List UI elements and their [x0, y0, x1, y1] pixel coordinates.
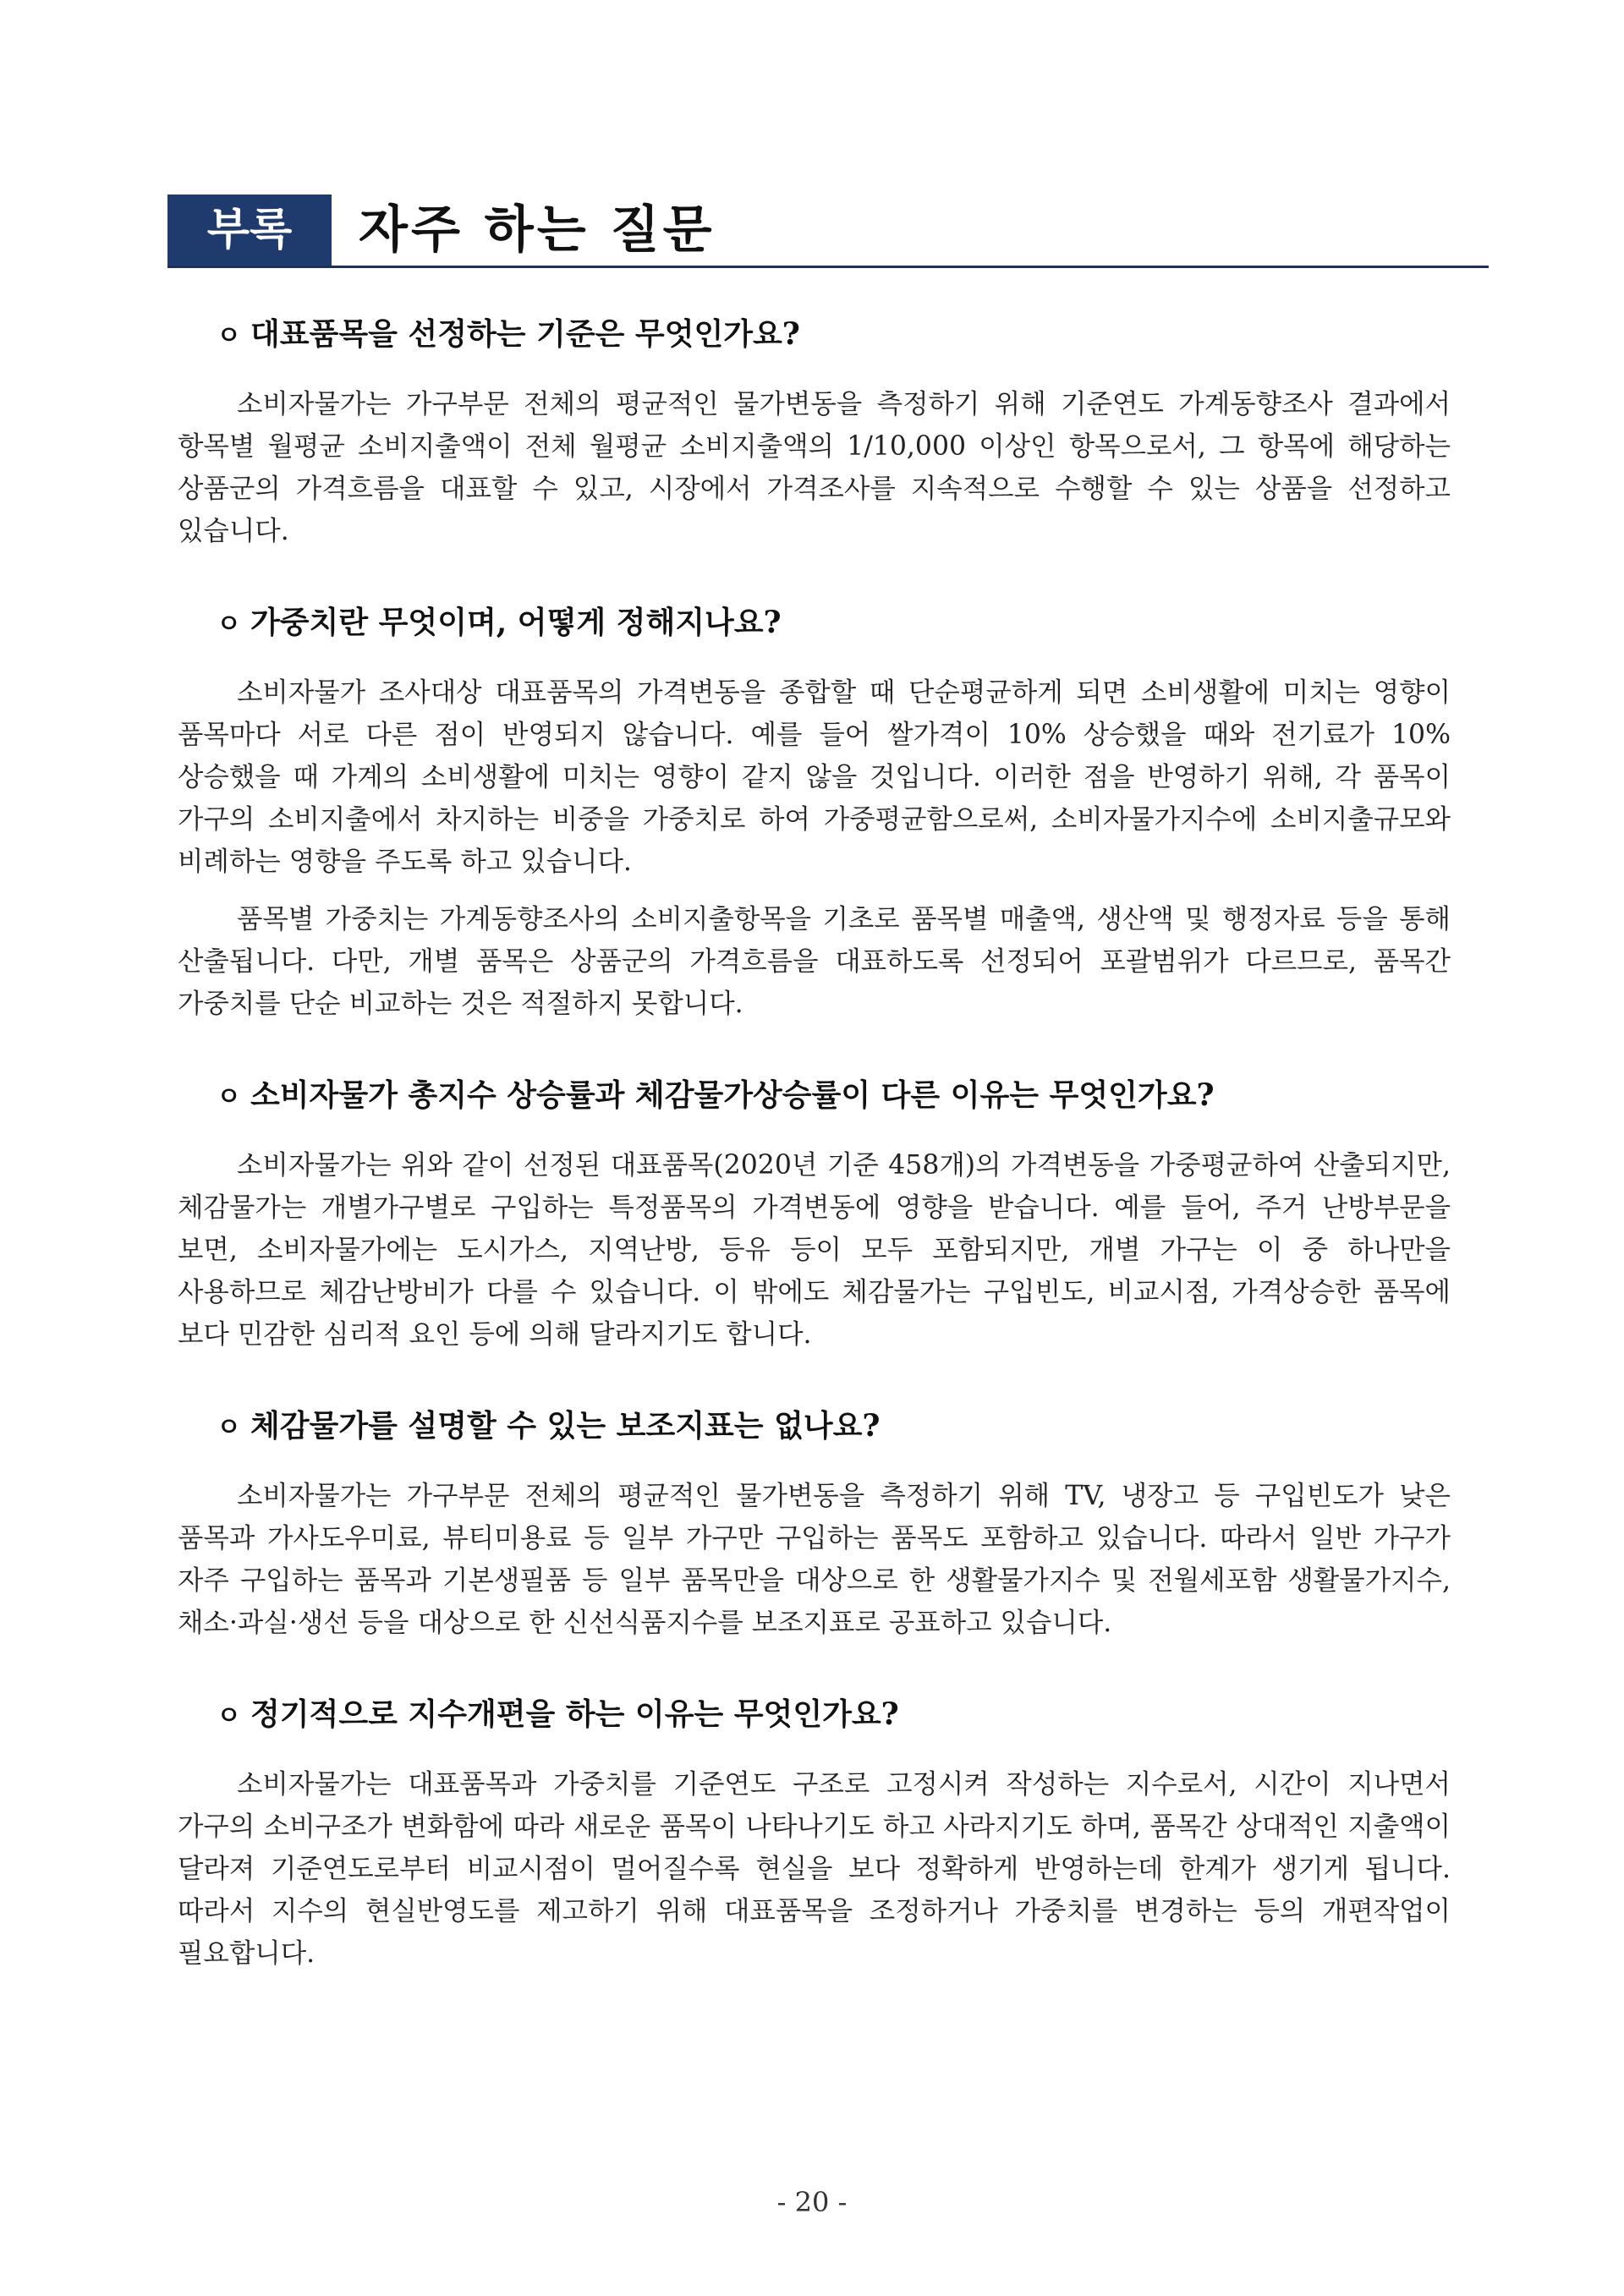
faq-item	[178, 313, 1451, 552]
faq-question-text: 가중치란 무엇이며, 어떻게 정해지나요?	[250, 605, 782, 640]
section-header	[167, 195, 1489, 268]
faq-answer: 품목별 가중치는 가계동향조사의 소비지출항목을 기초로 품목별 매출액, 생산액 및 행정자료 등을 통해 산출됩니다. 다만, 개별 품목은 상품군의 가격흐름을 대표하도록 선정되어 포괄범위가 다르므로, 품목간 가중치를 단순 비교하는 것은 적절하지 못합니다.	[178, 904, 1451, 1019]
faq-question-text: 정기적으로 지수개편을 하는 이유는 무엇인가요?	[250, 1696, 899, 1732]
faq-question	[217, 601, 1451, 646]
faq-item	[178, 601, 1451, 1025]
faq-answer: 소비자물가는 대표품목과 가중치를 기준연도 구조로 고정시켜 작성하는 지수로서, 시간이 지나면서 가구의 소비구조가 변화함에 따라 새로운 품목이 나타나기도 하고 사라지기도 하며, 품목간 상대적인 지출액이 달라져 기준연도로부터 비교시점이 멀어질수록 현실을 보다 정확하게 반영하는데 한계가 생기게 됩니다. 따라서 지수의 현실반영도를 제고하기 위해 대표품목을 조정하거나 가중치를 변경하는 등의 개편작업이 필요합니다.	[178, 1769, 1451, 1969]
faq-question	[217, 313, 1451, 358]
bullet-icon: ㅇ	[217, 1413, 241, 1443]
faq-answer: 소비자물가는 위와 같이 선정된 대표품목(2020년 기준 458개)의 가격변동을 가중평균하여 산출되지만, 체감물가는 개별가구별로 구입하는 특정품목의 가격변동에 영향을 받습니다. 예를 들어, 주거 난방부문을 보면, 소비자물가에는 도시가스, 지역난방, 등유 등이 모두 포함되지만, 개별 가구는 이 중 하나만을 사용하므로 체감난방비가 다를 수 있습니다. 이 밖에도 체감물가는 구입빈도, 비교시점, 가격상승한 품목에 보다 민감한 심리적 요인 등에 의해 달라지기도 합니다.	[178, 1150, 1451, 1350]
faq-answer: 소비자물가는 가구부문 전체의 평균적인 물가변동을 측정하기 위해 기준연도 가계동향조사 결과에서 항목별 월평균 소비지출액이 전체 월평균 소비지출액의 1/10,000 이상인 항목으로서, 그 항목에 해당하는 상품군의 가격흐름을 대표할 수 있고, 시장에서 가격조사를 지속적으로 수행할 수 있는 상품을 선정하고 있습니다.	[178, 389, 1451, 546]
bullet-icon: ㅇ	[217, 1701, 241, 1731]
faq-question	[217, 1693, 1451, 1738]
faq-answer: 소비자물가 조사대상 대표품목의 가격변동을 종합할 때 단순평균하게 되면 소비생활에 미치는 영향이 품목마다 서로 다른 점이 반영되지 않습니다. 예를 들어 쌀가격이 10% 상승했을 때와 전기료가 10% 상승했을 때 가계의 소비생활에 미치는 영향이 같지 않을 것입니다. 이러한 점을 반영하기 위해, 각 품목이 가구의 소비지출에서 차지하는 비중을 가중치로 하여 가중평균함으로써, 소비자물가지수에 소비지출규모와 비례하는 영향을 주도록 하고 있습니다.	[178, 677, 1451, 877]
faq-question	[217, 1074, 1451, 1119]
faq-content	[178, 313, 1451, 2024]
faq-question-text: 소비자물가 총지수 상승률과 체감물가상승률이 다른 이유는 무엇인가요?	[250, 1077, 1215, 1113]
page-number: - 20 -	[776, 2186, 848, 2218]
faq-question	[217, 1405, 1451, 1449]
faq-item	[178, 1405, 1451, 1644]
faq-question-text: 대표품목을 선정하는 기준은 무엇인가요?	[250, 316, 800, 352]
appendix-tag: 부록	[167, 195, 332, 266]
faq-answer: 소비자물가는 가구부문 전체의 평균적인 물가변동을 측정하기 위해 TV, 냉장고 등 구입빈도가 낮은 품목과 가사도우미료, 뷰티미용료 등 일부 가구만 구입하는 품목도 포함하고 있습니다. 따라서 일반 가구가 자주 구입하는 품목과 기본생필품 등 일부 품목만을 대상으로 한 생활물가지수 및 전월세포함 생활물가지수, 채소·과실·생선 등을 대상으로 한 신선식품지수를 보조지표로 공표하고 있습니다.	[178, 1481, 1451, 1638]
bullet-icon: ㅇ	[217, 610, 241, 639]
bullet-icon: ㅇ	[217, 321, 241, 351]
faq-item	[178, 1074, 1451, 1356]
bullet-icon: ㅇ	[217, 1082, 241, 1112]
page-title: 자주 하는 질문	[359, 200, 716, 260]
faq-item	[178, 1693, 1451, 1975]
faq-question-text: 체감물가를 설명할 수 있는 보조지표는 없나요?	[250, 1408, 881, 1444]
